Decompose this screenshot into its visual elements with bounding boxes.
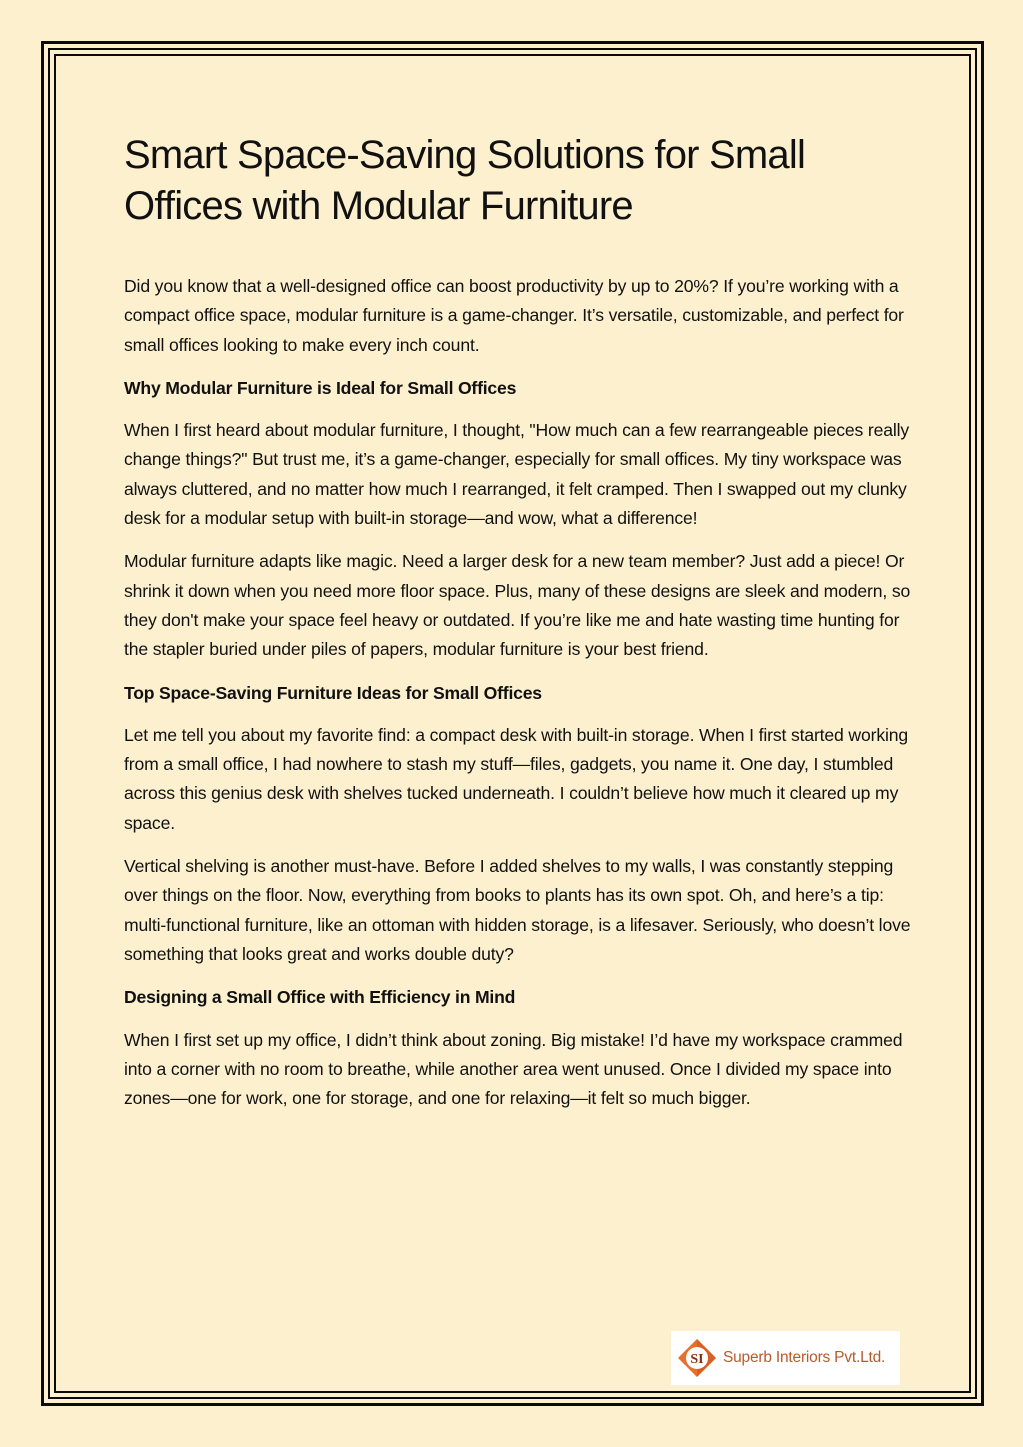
section-heading-efficiency: Designing a Small Office with Efficiency in Mind — [124, 987, 516, 1008]
logo-company-name: Superb Interiors Pvt.Ltd. — [723, 1349, 886, 1366]
intro-paragraph: Did you know that a well-designed office can boost productivity by up to 20%? If you’re working with a compact office space, modular furniture is a game-changer. It’s versatile, customizable, and perfect for small offices looking to make every inch count. — [124, 276, 904, 355]
paragraph: When I first set up my office, I didn’t think about zoning. Big mistake! I’d have my workspace crammed into a corner with no room to breathe, while another area went unused. Once I divided my space into zones—one for work, one for storage, and one for relaxing—it felt so much bigger. — [124, 1029, 903, 1109]
section-heading-modular-ideal: Why Modular Furniture is Ideal for Small Offices — [124, 377, 517, 398]
company-logo — [671, 1331, 900, 1385]
paragraph: Modular furniture adapts like magic. Need a larger desk for a new team member? Just add a piece! Or shrink it down when you need more floor space. Plus, many of these designs are sleek and modern, so they don't make your space feel heavy or outdated. If you’re like me and hate wasting time hunting for the stapler buried under piles of papers, modular furniture is your best friend. — [124, 551, 911, 660]
diamond-logo-icon — [677, 1338, 717, 1378]
paragraph: When I first heard about modular furniture, I thought, "How much can a few rearrangeable pieces really change things?" But trust me, it’s a game-changer, especially for small offices. My tiny workspace was always cluttered, and no matter how much I rearranged, it felt cramped. Then I swapped out my clunky desk for a modular setup with built-in storage—and wow, what a difference! — [124, 420, 910, 529]
section-heading-space-saving-ideas: Top Space-Saving Furniture Ideas for Small Offices — [124, 682, 542, 703]
paragraph: Let me tell you about my favorite find: a compact desk with built-in storage. When I first started working from a small office, I had nowhere to stash my stuff—files, gadgets, you name it. One day, I stumbled across this genius desk with shelves tucked underneath. I couldn’t believe how much it cleared up my space. — [124, 724, 908, 833]
paragraph: Vertical shelving is another must-have. Before I added shelves to my walls, I was constantly stepping over things on the floor. Now, everything from books to plants has its own spot. Oh, and here’s a tip: multi-functional furniture, like an ottoman with hidden storage, is a lifesaver. Seriously, who doesn’t love something that looks great and works double duty? — [124, 856, 911, 964]
article — [124, 130, 914, 1127]
page-title: Smart Space-Saving Solutions for Small Offices with Modular Furniture — [124, 133, 806, 228]
logo-mark-text: SI — [690, 1352, 704, 1367]
